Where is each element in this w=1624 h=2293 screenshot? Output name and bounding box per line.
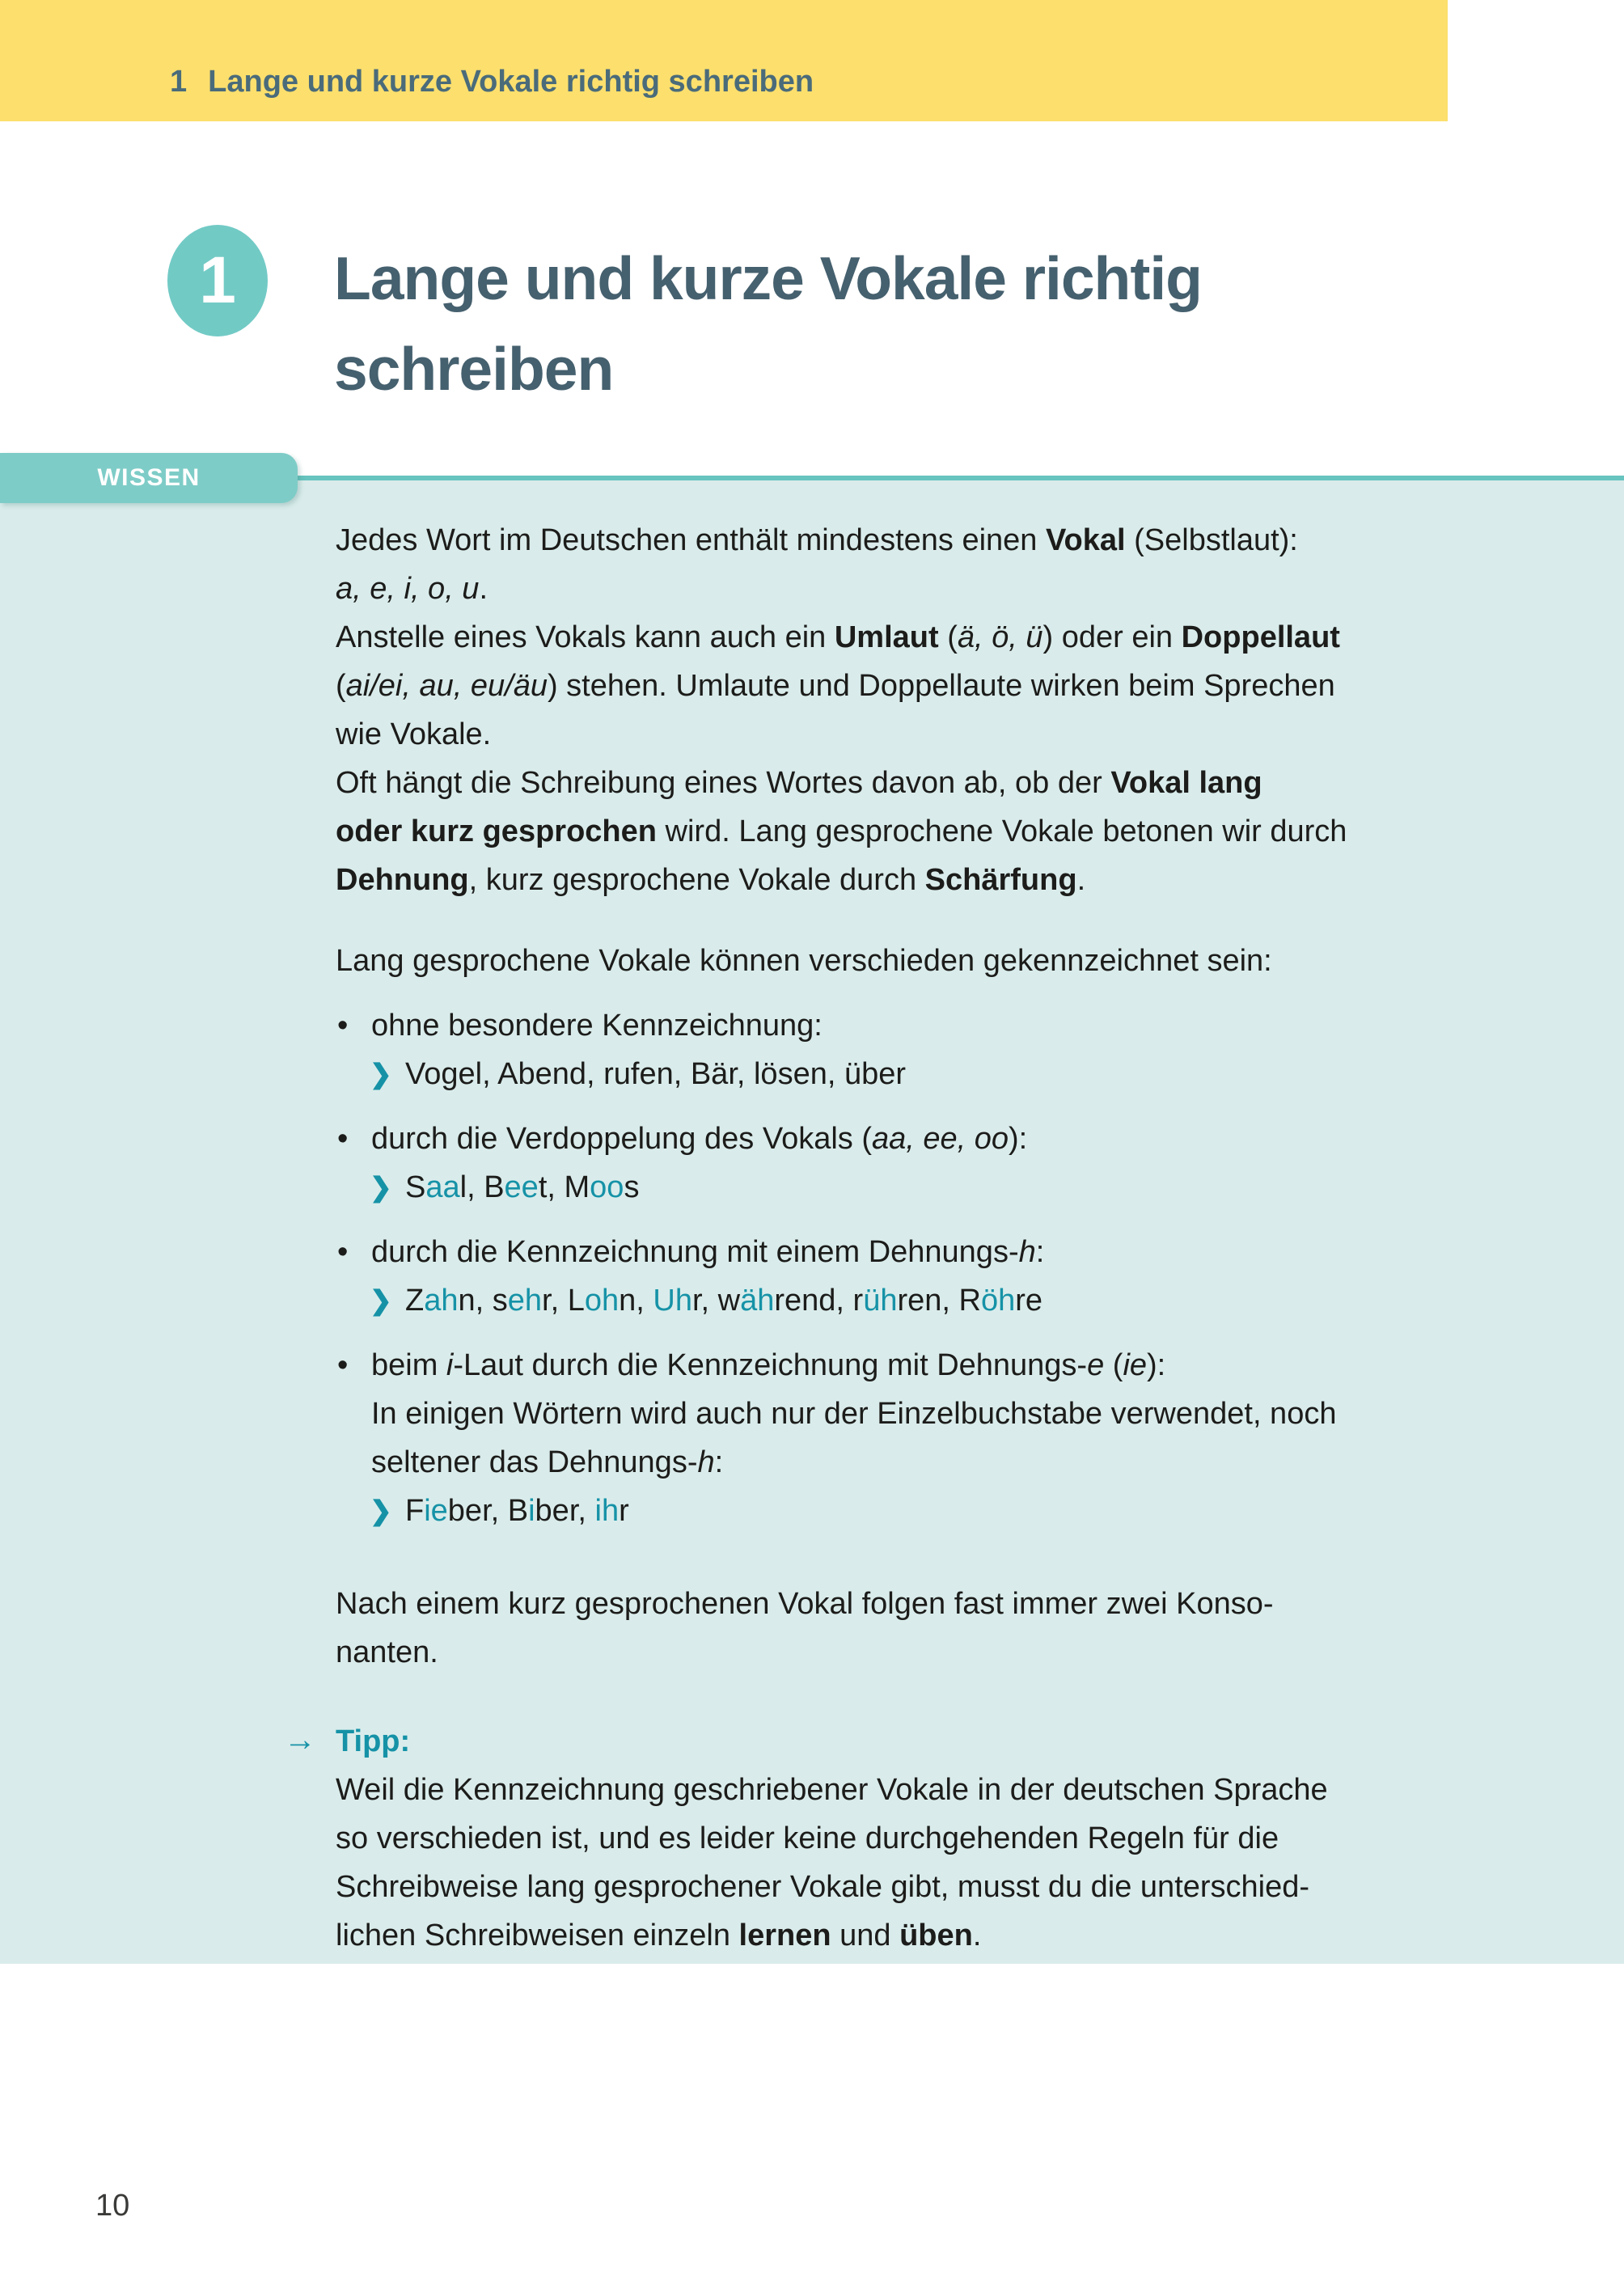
example-line — [371, 1163, 1460, 1212]
bullet-item — [337, 1115, 1460, 1163]
text-line: (ai/ei, au, eu/äu) stehen. Umlaute und Doppellaute wirken beim Sprechen — [336, 669, 1335, 703]
text-line: Schreibweise lang gesprochener Vokale gibt, musst du die unterschied- — [336, 1870, 1310, 1904]
bullet-dot-icon: • — [337, 1348, 349, 1382]
chapter-header-bar — [0, 0, 1448, 121]
text-line: so verschieden ist, und es leider keine durchgehenden Regeln für die — [336, 1821, 1279, 1855]
chevron-icon: ❯ — [370, 1059, 392, 1089]
chevron-icon: ❯ — [370, 1285, 392, 1315]
text-line: nanten. — [336, 1635, 438, 1669]
text-line: Weil die Kennzeichnung geschriebener Vokale in der deutschen Sprache — [336, 1773, 1328, 1807]
text-line: wie Vokale. — [336, 717, 492, 751]
text-line: Dehnung, kurz gesprochene Vokale durch Schärfung. — [336, 863, 1086, 897]
page-title-line2: schreiben — [334, 335, 614, 403]
bullet-continuation-line: seltener das Dehnungs-h: — [371, 1445, 724, 1479]
bullet-item — [337, 1001, 1460, 1050]
wissen-box-content — [284, 516, 1460, 1960]
page-title-line1: Lange und kurze Vokale richtig — [334, 244, 1202, 312]
bullet-continuation-line: In einigen Wörtern wird auch nur der Einzelbuchstabe verwendet, noch — [371, 1397, 1337, 1431]
bullet-dot-icon: • — [337, 1122, 349, 1156]
example-text: Saal, Beet, Moos — [405, 1170, 640, 1204]
example-text: Fieber, Biber, ihr — [405, 1494, 629, 1528]
text-line: Anstelle eines Vokals kann auch ein Umlaut (ä, ö, ü) oder ein Doppellaut — [336, 620, 1340, 654]
example-line — [371, 1276, 1460, 1325]
bullet-item — [337, 1341, 1460, 1390]
header-chapter-title: Lange und kurze Vokale richtig schreiben — [208, 65, 814, 99]
page-title — [334, 233, 1466, 414]
example-text: Vogel, Abend, rufen, Bär, lösen, über — [405, 1057, 907, 1091]
example-line — [371, 1487, 1460, 1535]
bullet-item — [337, 1228, 1460, 1276]
tipp-label: Tipp: — [336, 1724, 411, 1758]
text-line: Jedes Wort im Deutschen enthält mindestens einen Vokal (Selbstlaut): — [336, 523, 1298, 557]
example-line — [371, 1050, 1460, 1098]
chevron-icon: ❯ — [370, 1496, 392, 1525]
tipp-arrow-icon: → — [284, 1722, 316, 1758]
text-line: Oft hängt die Schreibung eines Wortes davon ab, ob der Vokal lang — [336, 766, 1262, 800]
text-line: Nach einem kurz gesprochenen Vokal folgen fast immer zwei Konso- — [336, 1587, 1274, 1621]
bullet-text: ohne besondere Kennzeichnung: — [371, 1009, 823, 1043]
header-chapter-number: 1 — [170, 65, 188, 99]
text-line: lichen Schreibweisen einzeln lernen und üben. — [336, 1919, 982, 1952]
page-number: 10 — [95, 2189, 130, 2223]
bullet-dot-icon: • — [337, 1009, 349, 1043]
chevron-icon: ❯ — [370, 1172, 392, 1202]
text-line: oder kurz gesprochen wird. Lang gesprochene Vokale betonen wir durch — [336, 814, 1347, 848]
chapter-number-badge — [167, 225, 268, 336]
chapter-header-text — [170, 66, 814, 97]
bullet-text: durch die Kennzeichnung mit einem Dehnungs-h: — [371, 1235, 1045, 1269]
bullet-dot-icon: • — [337, 1235, 349, 1269]
wissen-box — [0, 476, 1624, 1964]
bullet-text: beim i-Laut durch die Kennzeichnung mit Dehnungs-e (ie): — [371, 1348, 1166, 1382]
example-text: Zahn, sehr, Lohn, Uhr, während, rühren, Röhre — [405, 1284, 1043, 1318]
tipp-heading — [284, 1717, 1460, 1766]
bullet-text: durch die Verdoppelung des Vokals (aa, ee, oo): — [371, 1122, 1028, 1156]
wissen-tab: WISSEN — [0, 453, 298, 503]
text-line: Lang gesprochene Vokale können verschieden gekennzeichnet sein: — [336, 944, 1272, 978]
chapter-number: 1 — [199, 243, 236, 317]
text-line: a, e, i, o, u. — [336, 572, 488, 606]
